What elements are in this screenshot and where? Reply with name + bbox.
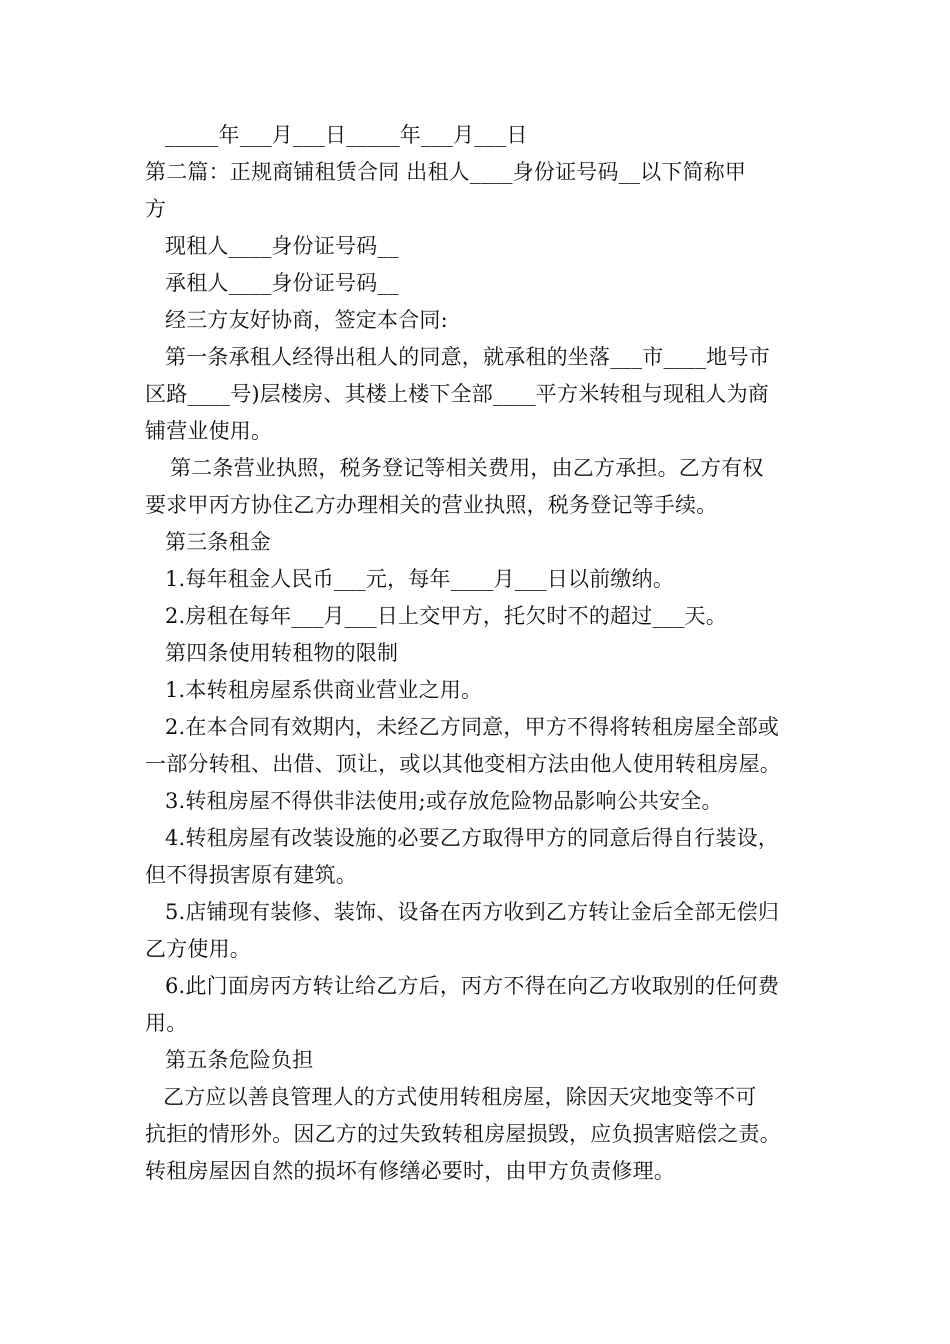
text-line: 要求甲丙方协住乙方办理相关的营业执照，税务登记等手续。 [145,493,718,517]
text-line: 经三方友好协商，签定本合同: [165,308,448,332]
text-line: 现租人____身份证号码__ [165,234,399,258]
text-line: 1.每年租金人民币___元，每年____月___日以前缴纳。 [165,567,675,591]
section-heading: 第二篇：正规商铺租赁合同 出租人____身份证号码__以下简称甲 [145,160,747,184]
text-line: 3.转租房屋不得供非法使用;或存放危险物品影响公共安全。 [165,789,723,813]
text-line: 抗拒的情形外。因乙方的过失致转租房屋损毁，应负损害赔偿之责。 [145,1122,781,1146]
text-line: 1.本转租房屋系供商业营业之用。 [165,678,483,702]
text-line: 一部分转租、出借、顶让，或以其他变相方法由他人使用转租房屋。 [145,752,781,776]
text-line: 用。 [145,1011,188,1035]
text-line: 承租人____身份证号码__ [165,271,399,295]
text-line: 乙方应以善良管理人的方式使用转租房屋，除因天灾地变等不可 [163,1085,757,1109]
article-heading: 第五条危险负担 [165,1048,314,1072]
text-line: 方 [145,197,167,221]
text-line: 5.店铺现有装修、装饰、设备在丙方收到乙方转让金后全部无偿归 [165,900,780,924]
document-body [145,117,845,1190]
text-line: 乙方使用。 [145,937,251,961]
text-line: 区路____号)层楼房、其楼上楼下全部____平方米转租与现租人为商 [145,382,769,406]
date-line: _____年___月___日_____年___月___日 [165,123,528,147]
text-line: 铺营业使用。 [145,419,273,443]
text-line: 4.转租房屋有改装设施的必要乙方取得甲方的同意后得自行装设， [165,826,780,850]
article-heading: 第三条租金 [165,530,271,554]
text-line: 转租房屋因自然的损坏有修缮必要时，由甲方负责修理。 [145,1159,675,1183]
text-line: 第二条营业执照，税务登记等相关费用，由乙方承担。乙方有权 [170,456,764,480]
text-line: 2.房租在每年___月___日上交甲方，托欠时不的超过___天。 [165,604,727,628]
text-line: 6.此门面房丙方转让给乙方后，丙方不得在向乙方收取别的任何费 [165,974,780,998]
article-heading: 第四条使用转租物的限制 [165,641,399,665]
text-line: 但不得损害原有建筑。 [145,863,357,887]
text-line: 第一条承租人经得出租人的同意，就承租的坐落___市____地号市 [165,345,770,369]
text-line: 2.在本合同有效期内，未经乙方同意，甲方不得将转租房屋全部或 [165,715,780,739]
